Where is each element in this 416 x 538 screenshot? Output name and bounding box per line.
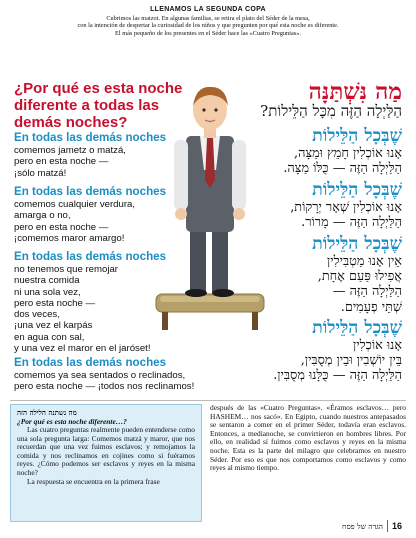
section-line: comemos ya sea sentados o reclinados, xyxy=(14,370,186,381)
section-divider xyxy=(10,400,406,401)
section-line: amarga o no, xyxy=(14,210,71,222)
commentary-paragraph: La respuesta se encuentra en la primera frase xyxy=(27,476,160,486)
page-number: 16 xyxy=(391,521,402,531)
page-heading: LLENAMOS LA SEGUNDA COPA xyxy=(150,6,266,13)
intro-line: con la intención de despertar la curiosidad de los niños y que pregunten por qué esta noche es diferente. xyxy=(77,22,339,30)
hebrew-line: אָנוּ אוֹכְלִין שְׁאָר יְרָקוֹת, xyxy=(290,200,402,215)
hebrew-line: אָנוּ אוֹכְלִין חָמֵץ וּמַצָּה, xyxy=(294,146,402,161)
commentary-question: ¿Por qué es esta noche diferente…? xyxy=(17,417,127,426)
question-line: demás noches? xyxy=(14,114,128,131)
hebrew-block-1 xyxy=(202,126,402,176)
page-footer xyxy=(342,520,402,532)
section-line: ¡sólo matzá! xyxy=(14,167,67,179)
commentary-hebrew-title: מה נשתנה הלילה הזה xyxy=(17,408,77,417)
section-line: pero en esta noche — xyxy=(14,221,109,233)
section-line: dos veces, xyxy=(14,309,60,321)
section-line: pero esta noche — xyxy=(14,297,96,309)
hebrew-heading: שֶׁבְּכָל הַלֵּילוֹת xyxy=(312,318,402,338)
commentary-box xyxy=(10,404,202,522)
section-line: y una vez el maror en el jaróset! xyxy=(14,343,151,355)
section-heading: En todas las demás noches xyxy=(14,131,167,144)
hebrew-heading: שֶׁבְּכָל הַלֵּילוֹת xyxy=(312,234,402,254)
intro-line: Cubrimos las matzot. En algunas familias, se retira el plato del Séder de la mesa, xyxy=(106,15,310,22)
section-line: pero en esta noche — xyxy=(14,156,109,168)
hebrew-line: הַלַּיְלָה הַזֶּה — מָרוֹר. xyxy=(301,215,402,231)
section-line: no tenemos que remojar xyxy=(14,264,118,275)
intro-line: El más pequeño de los presentes en el Séder hace las «Cuatro Preguntas». xyxy=(115,29,301,37)
hebrew-title: מַה נִּשְׁתַּנָּה xyxy=(308,78,402,105)
section-line: en agua con sal, xyxy=(14,331,85,343)
section-heading: En todas las demás noches xyxy=(14,250,167,263)
hebrew-line: בֵּין יוֹשְׁבִין וּבֵין מְסֻבִּין, xyxy=(300,353,402,369)
hebrew-block-4 xyxy=(202,318,402,384)
footer-separator xyxy=(387,520,388,532)
hebrew-line: הַלַּיְלָה הַזֶּה — כֻּלּוֹ מַצָּה. xyxy=(283,161,402,177)
commentary-continued: después de las «Cuatro Preguntas». «Éramos esclavos… pero HASHEM… nos sacó». En Egipto, cuando nuestros antepasados se sentaron a comer en el primer Séder, todavía eran esclavos. Entonces, a medianoche, se convirtieron en hombres libres. Por ello, en realidad sí fuimos como esclavos y reyes en la misma noche. Esta es la parte del milagro que celebramos en nuestro Séder. Por eso es que nos comportamos como esclavos y como reyes al mismo tiempo. xyxy=(210,403,406,473)
hebrew-line: אֲפִילוּ פַּעַם אֶחָת, xyxy=(317,269,402,285)
hebrew-line: אָנוּ אוֹכְלִין xyxy=(353,338,402,353)
hebrew-subtitle: הַלַּיְלָה הַזֶּה מִכָּל הַלֵּילוֹת? xyxy=(260,102,402,120)
hebrew-line: הַלַּיְלָה הַזֶּה — כֻּלָּנוּ מְסֻבִּין. xyxy=(273,368,402,384)
hebrew-heading: שֶׁבְּכָל הַלֵּילוֹת xyxy=(312,126,402,146)
section-line: pero esta noche — ¡todos nos reclinamos! xyxy=(14,381,195,393)
hebrew-heading: שֶׁבְּכָל הַלֵּילוֹת xyxy=(312,180,402,200)
hebrew-line: שְׁתֵּי פְעָמִים. xyxy=(340,299,402,315)
section-heading: En todas las demás noches xyxy=(14,185,167,198)
hebrew-line: הַלַּיְלָה הַזֶּה — xyxy=(332,284,402,300)
section-line: ¡comemos maror amargo! xyxy=(14,232,125,244)
commentary-paragraph: Las cuatro preguntas realmente pueden entenderse como una sola pregunta larga: Comemos matzá y maror, que nos recuerdan que una vez fuimos esclavos; y remojamos la comida y nos reclinamos en cojines como si fuéramos reyes. ¿Cómo podemos ser esclavos y reyes en la misma noche? xyxy=(17,425,195,477)
question-line: diferente a todas las xyxy=(14,97,160,114)
section-line: ni una sola vez, xyxy=(14,286,81,298)
section-line: comemos cualquier verdura, xyxy=(14,199,136,210)
section-line: comemos jametz o matzá, xyxy=(14,145,126,156)
question-line: ¿Por qué es esta noche xyxy=(14,80,183,97)
hebrew-line: אֵין אָנוּ מַטְבִּילִין xyxy=(327,254,402,269)
hebrew-block-3 xyxy=(202,234,402,315)
book-title: הגדה של פסח xyxy=(342,521,383,531)
section-line: ¡una vez el karpás xyxy=(14,320,93,332)
section-line: nuestra comida xyxy=(14,275,80,287)
intro-text xyxy=(48,15,368,37)
hebrew-block-2 xyxy=(202,180,402,230)
section-heading: En todas las demás noches xyxy=(14,356,167,369)
